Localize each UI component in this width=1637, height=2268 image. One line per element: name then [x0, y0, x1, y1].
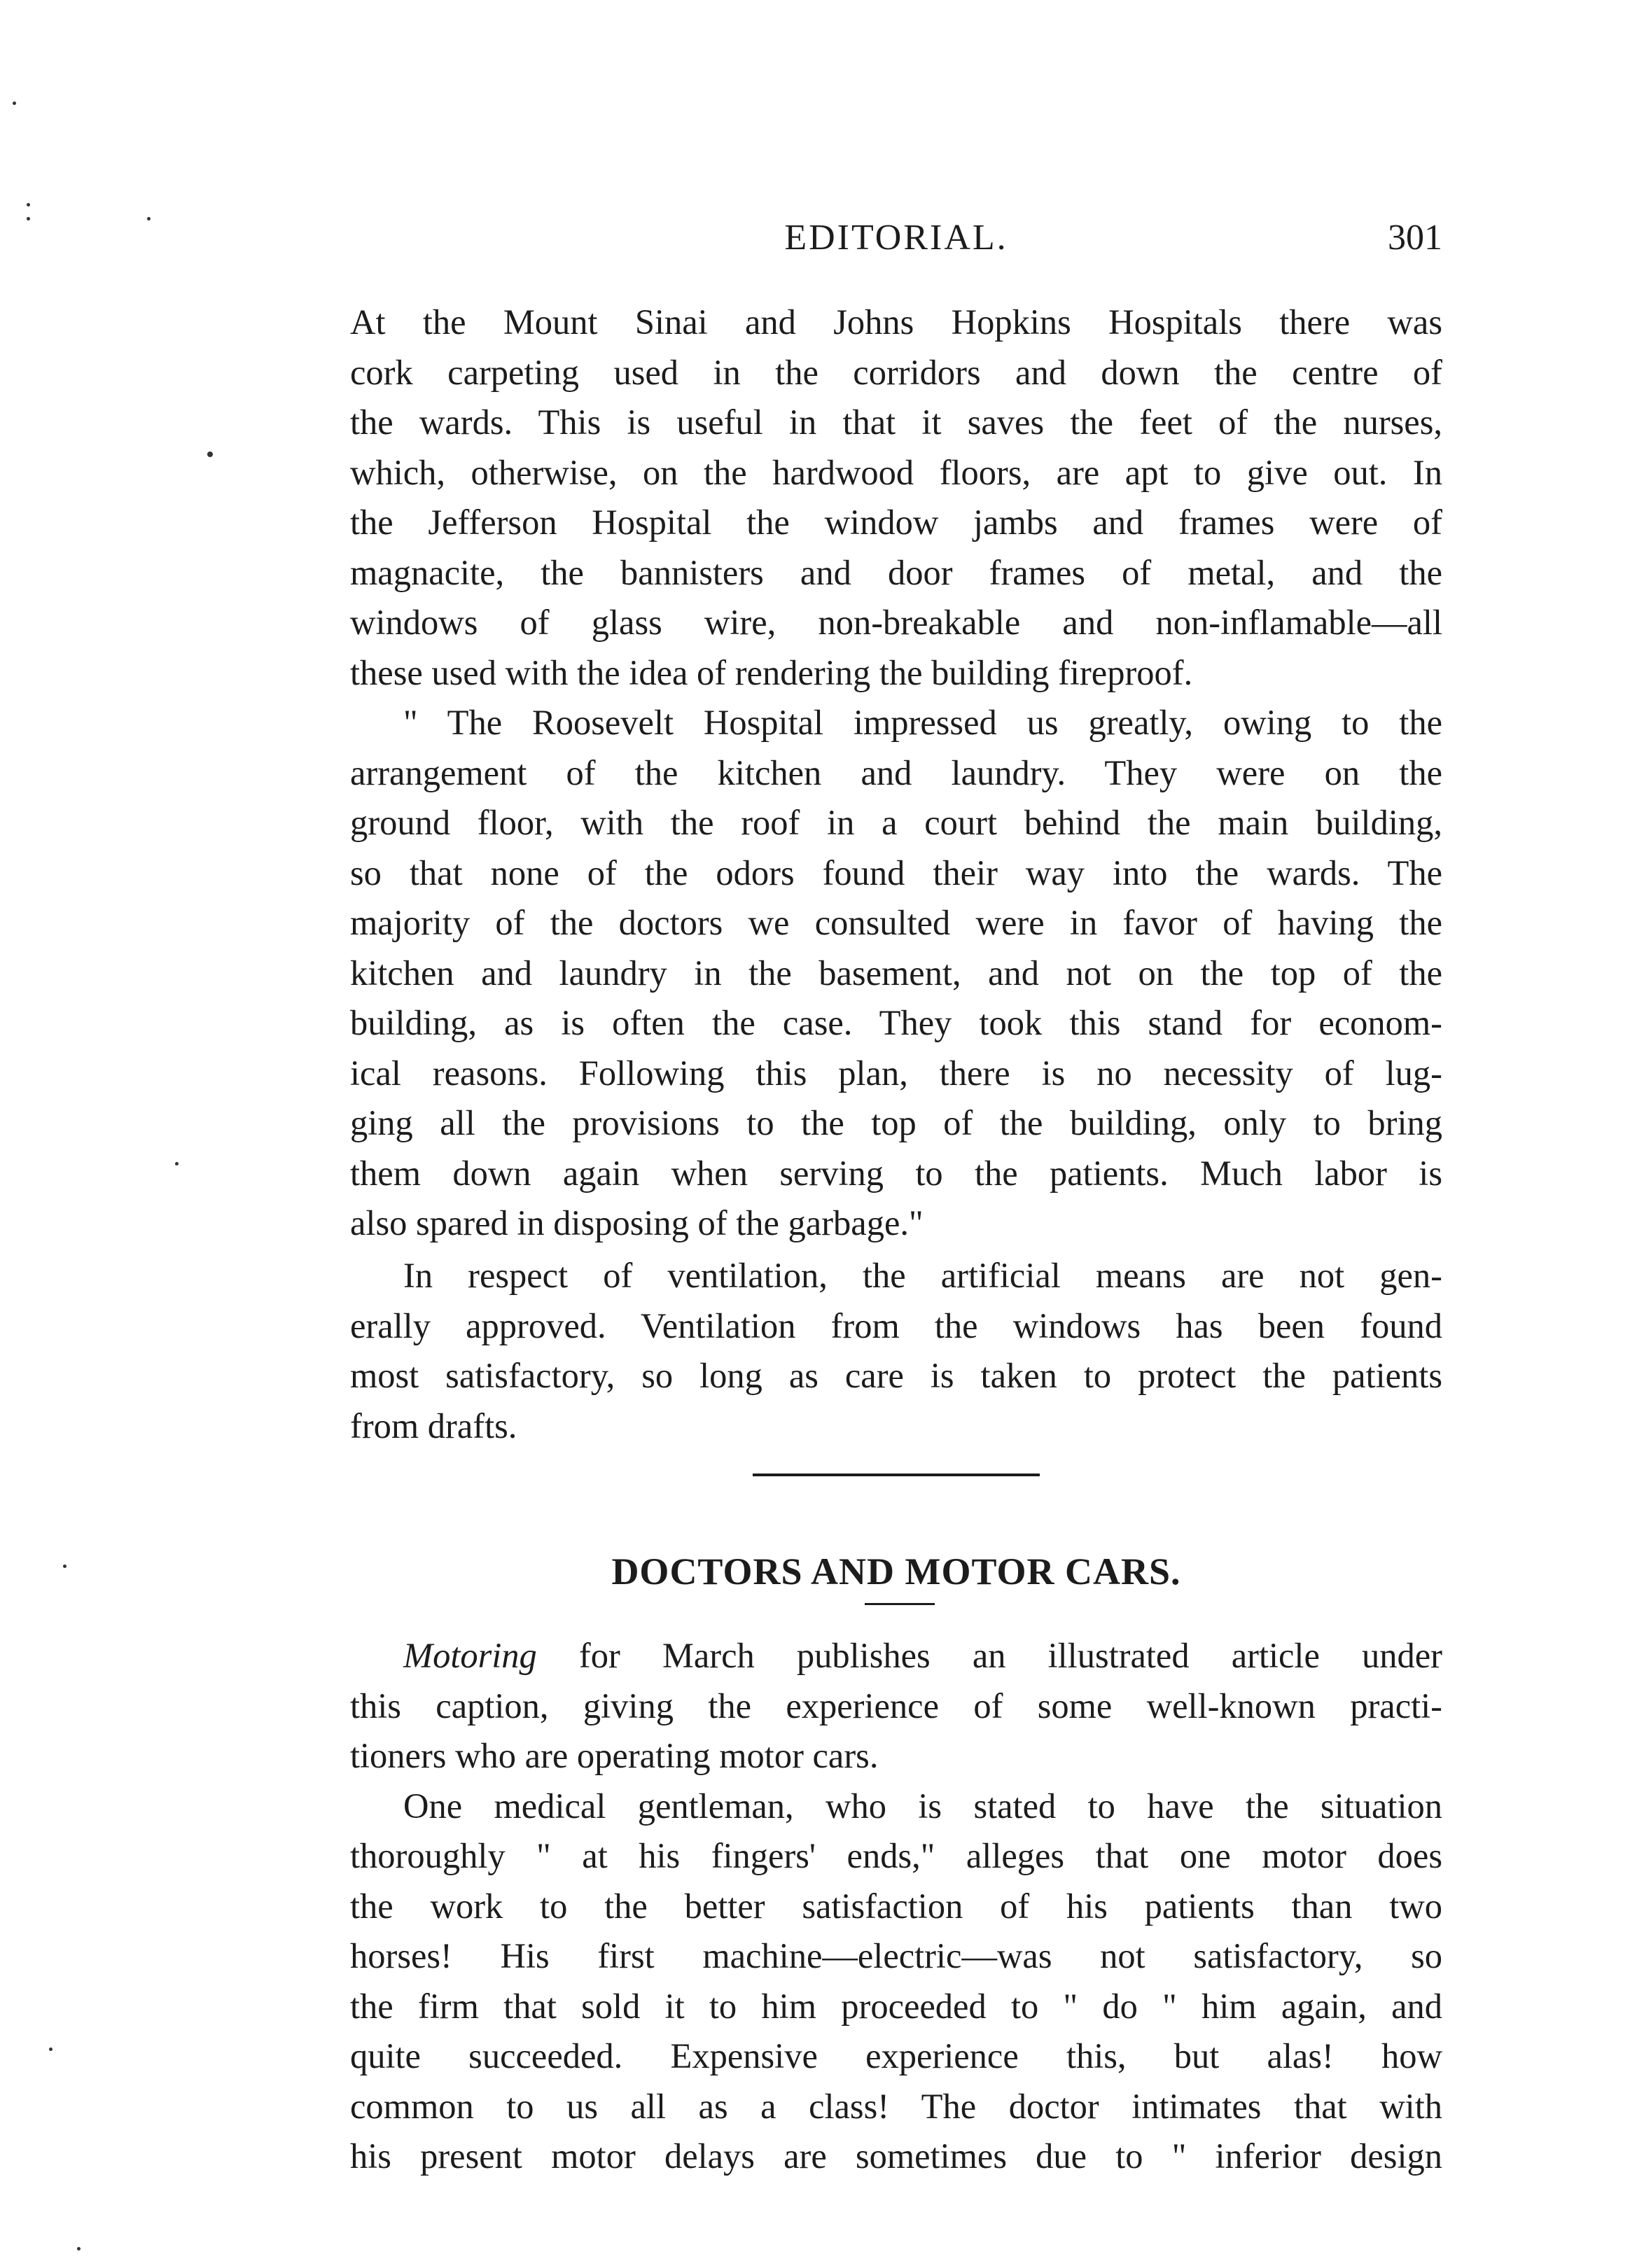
text-line: which, otherwise, on the hardwood floors, are apt to give out. In: [350, 452, 1442, 492]
text-line: windows of glass wire, non-breakable and non-inflamable—all: [350, 603, 1442, 642]
text-line: from drafts.: [350, 1406, 517, 1446]
text-line: building, as is often the case. They took this stand for econom-: [350, 1003, 1442, 1042]
text-line: the Jefferson Hospital the window jambs and frames were of: [350, 503, 1442, 542]
text-line: kitchen and laundry in the basement, and not on the top of the: [350, 953, 1442, 993]
text-line: so that none of the odors found their way into the wards. The: [350, 853, 1442, 892]
section-heading: DOCTORS AND MOTOR CARS.: [611, 1550, 1181, 1592]
text-line: the work to the better satisfaction of his patients than two: [350, 1886, 1442, 1926]
page-number: 301: [1388, 218, 1442, 258]
running-head: [350, 210, 1442, 266]
text-line: his present motor delays are sometimes due to " inferior design: [350, 2136, 1442, 2176]
text-line: " The Roosevelt Hospital impressed us greatly, owing to the: [403, 703, 1442, 742]
scan-speck: [207, 451, 213, 457]
text-line: thoroughly " at his fingers' ends," alleges that one motor does: [350, 1836, 1442, 1875]
scan-speck: [13, 102, 16, 105]
text-line: the wards. This is useful in that it saves the feet of the nurses,: [350, 402, 1442, 442]
text-line: cork carpeting used in the corridors and down the centre of: [350, 352, 1442, 392]
text-line: common to us all as a class! The doctor intimates that with: [350, 2086, 1442, 2126]
heading-underline: [865, 1603, 935, 1605]
text-line: erally approved. Ventilation from the windows has been found: [350, 1306, 1442, 1345]
publication-title: Motoring: [403, 1636, 537, 1675]
text-line: [350, 1631, 1442, 1681]
running-title: EDITORIAL.: [784, 218, 1008, 258]
text-line: most satisfactory, so long as care is taken to protect the patients: [350, 1356, 1442, 1395]
text-line: magnacite, the bannisters and door frames of metal, and the: [350, 552, 1442, 592]
text-line: At the Mount Sinai and Johns Hopkins Hospitals there was: [350, 302, 1442, 342]
section-divider: [753, 1474, 1040, 1476]
text-line: quite succeeded. Expensive experience this, but alas! how: [350, 2036, 1442, 2076]
text-line: also spared in disposing of the garbage.": [350, 1203, 924, 1242]
text-line: horses! His first machine—electric—was not satisfactory, so: [350, 1936, 1442, 1975]
text-line: ground floor, with the roof in a court behind the main building,: [350, 803, 1442, 842]
text-fragment: for March publishes an illustrated article under: [536, 1636, 1442, 1675]
text-line: In respect of ventilation, the artificial means are not gen-: [403, 1256, 1442, 1295]
text-line: ical reasons. Following this plan, there is no necessity of lug-: [350, 1053, 1442, 1093]
text-line: majority of the doctors we consulted were in favor of having the: [350, 903, 1442, 942]
text-line: arrangement of the kitchen and laundry. They were on the: [350, 752, 1442, 792]
text-line: these used with the idea of rendering the building fireproof.: [350, 652, 1193, 692]
scan-speck: [147, 217, 151, 220]
text-line: this caption, giving the experience of some well-known practi-: [350, 1686, 1442, 1726]
text-line: the firm that sold it to him proceeded to " do " him again, and: [350, 1986, 1442, 2026]
scan-speck: [49, 2047, 53, 2051]
scan-speck: [175, 1162, 179, 1166]
article-body-continued: [350, 298, 1442, 1249]
scan-speck: [77, 2247, 81, 2250]
text-line: ging all the provisions to the top of the building, only to bring: [350, 1103, 1442, 1142]
text-line: tioners who are operating motor cars.: [350, 1736, 879, 1775]
text-line: One medical gentleman, who is stated to have the situation: [403, 1786, 1442, 1826]
motor-cars-article: [350, 1631, 1442, 2182]
ventilation-paragraph: [350, 1251, 1442, 1451]
text-line: them down again when serving to the patients. Much labor is: [350, 1153, 1442, 1193]
scan-speck: [27, 203, 30, 206]
scan-speck: [27, 217, 30, 220]
scan-speck: [63, 1564, 67, 1568]
